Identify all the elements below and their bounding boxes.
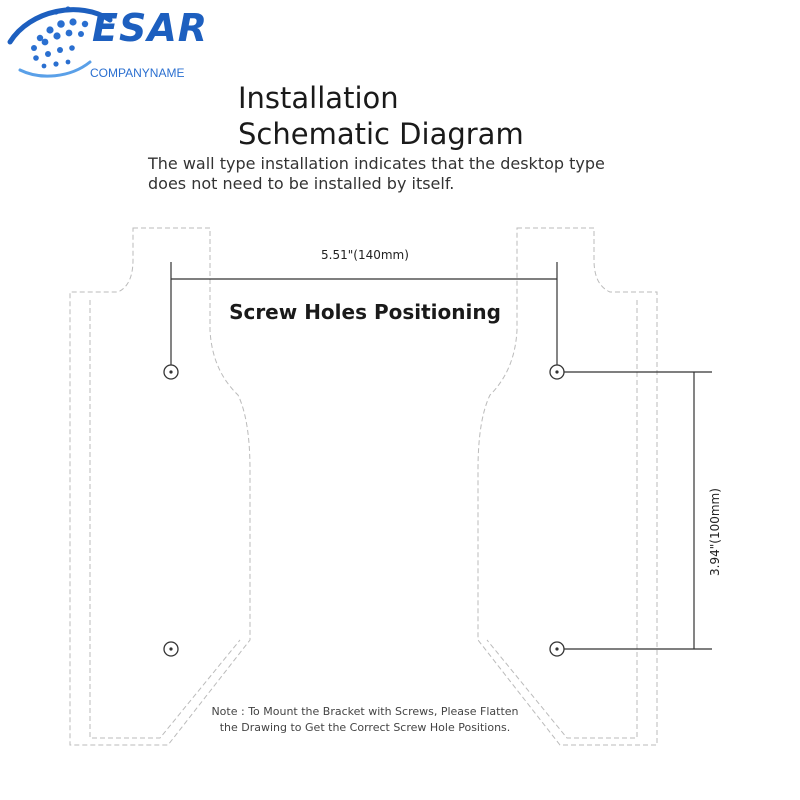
- screw-hole-bottom-right: [550, 642, 564, 656]
- bracket-outline-inner: [90, 300, 240, 738]
- subtitle-line-2: does not need to be installed by itself.: [148, 174, 455, 193]
- section-heading: Screw Holes Positioning: [229, 300, 501, 324]
- company-name: COMPANYNAME: [90, 66, 185, 80]
- width-dimension-label: 5.51"(140mm): [321, 248, 409, 262]
- installation-note: [190, 704, 540, 736]
- subtitle-line-1: The wall type installation indicates that the desktop type: [148, 154, 605, 173]
- screw-hole-bottom-left: [164, 642, 178, 656]
- note-line-2: the Drawing to Get the Correct Screw Hole Positions.: [219, 721, 511, 734]
- screw-hole-top-left: [164, 365, 178, 379]
- bracket-outline-inner-right: [487, 300, 637, 738]
- logo-wordmark: ESAR: [92, 6, 208, 50]
- title-line-1: Installation: [238, 81, 399, 115]
- note-line-1: Note : To Mount the Bracket with Screws, Please Flatten: [211, 705, 519, 718]
- title-line-2: Schematic Diagram: [238, 117, 524, 151]
- screw-hole-top-right: [550, 365, 564, 379]
- height-dimension-label: 3.94"(100mm): [708, 488, 722, 576]
